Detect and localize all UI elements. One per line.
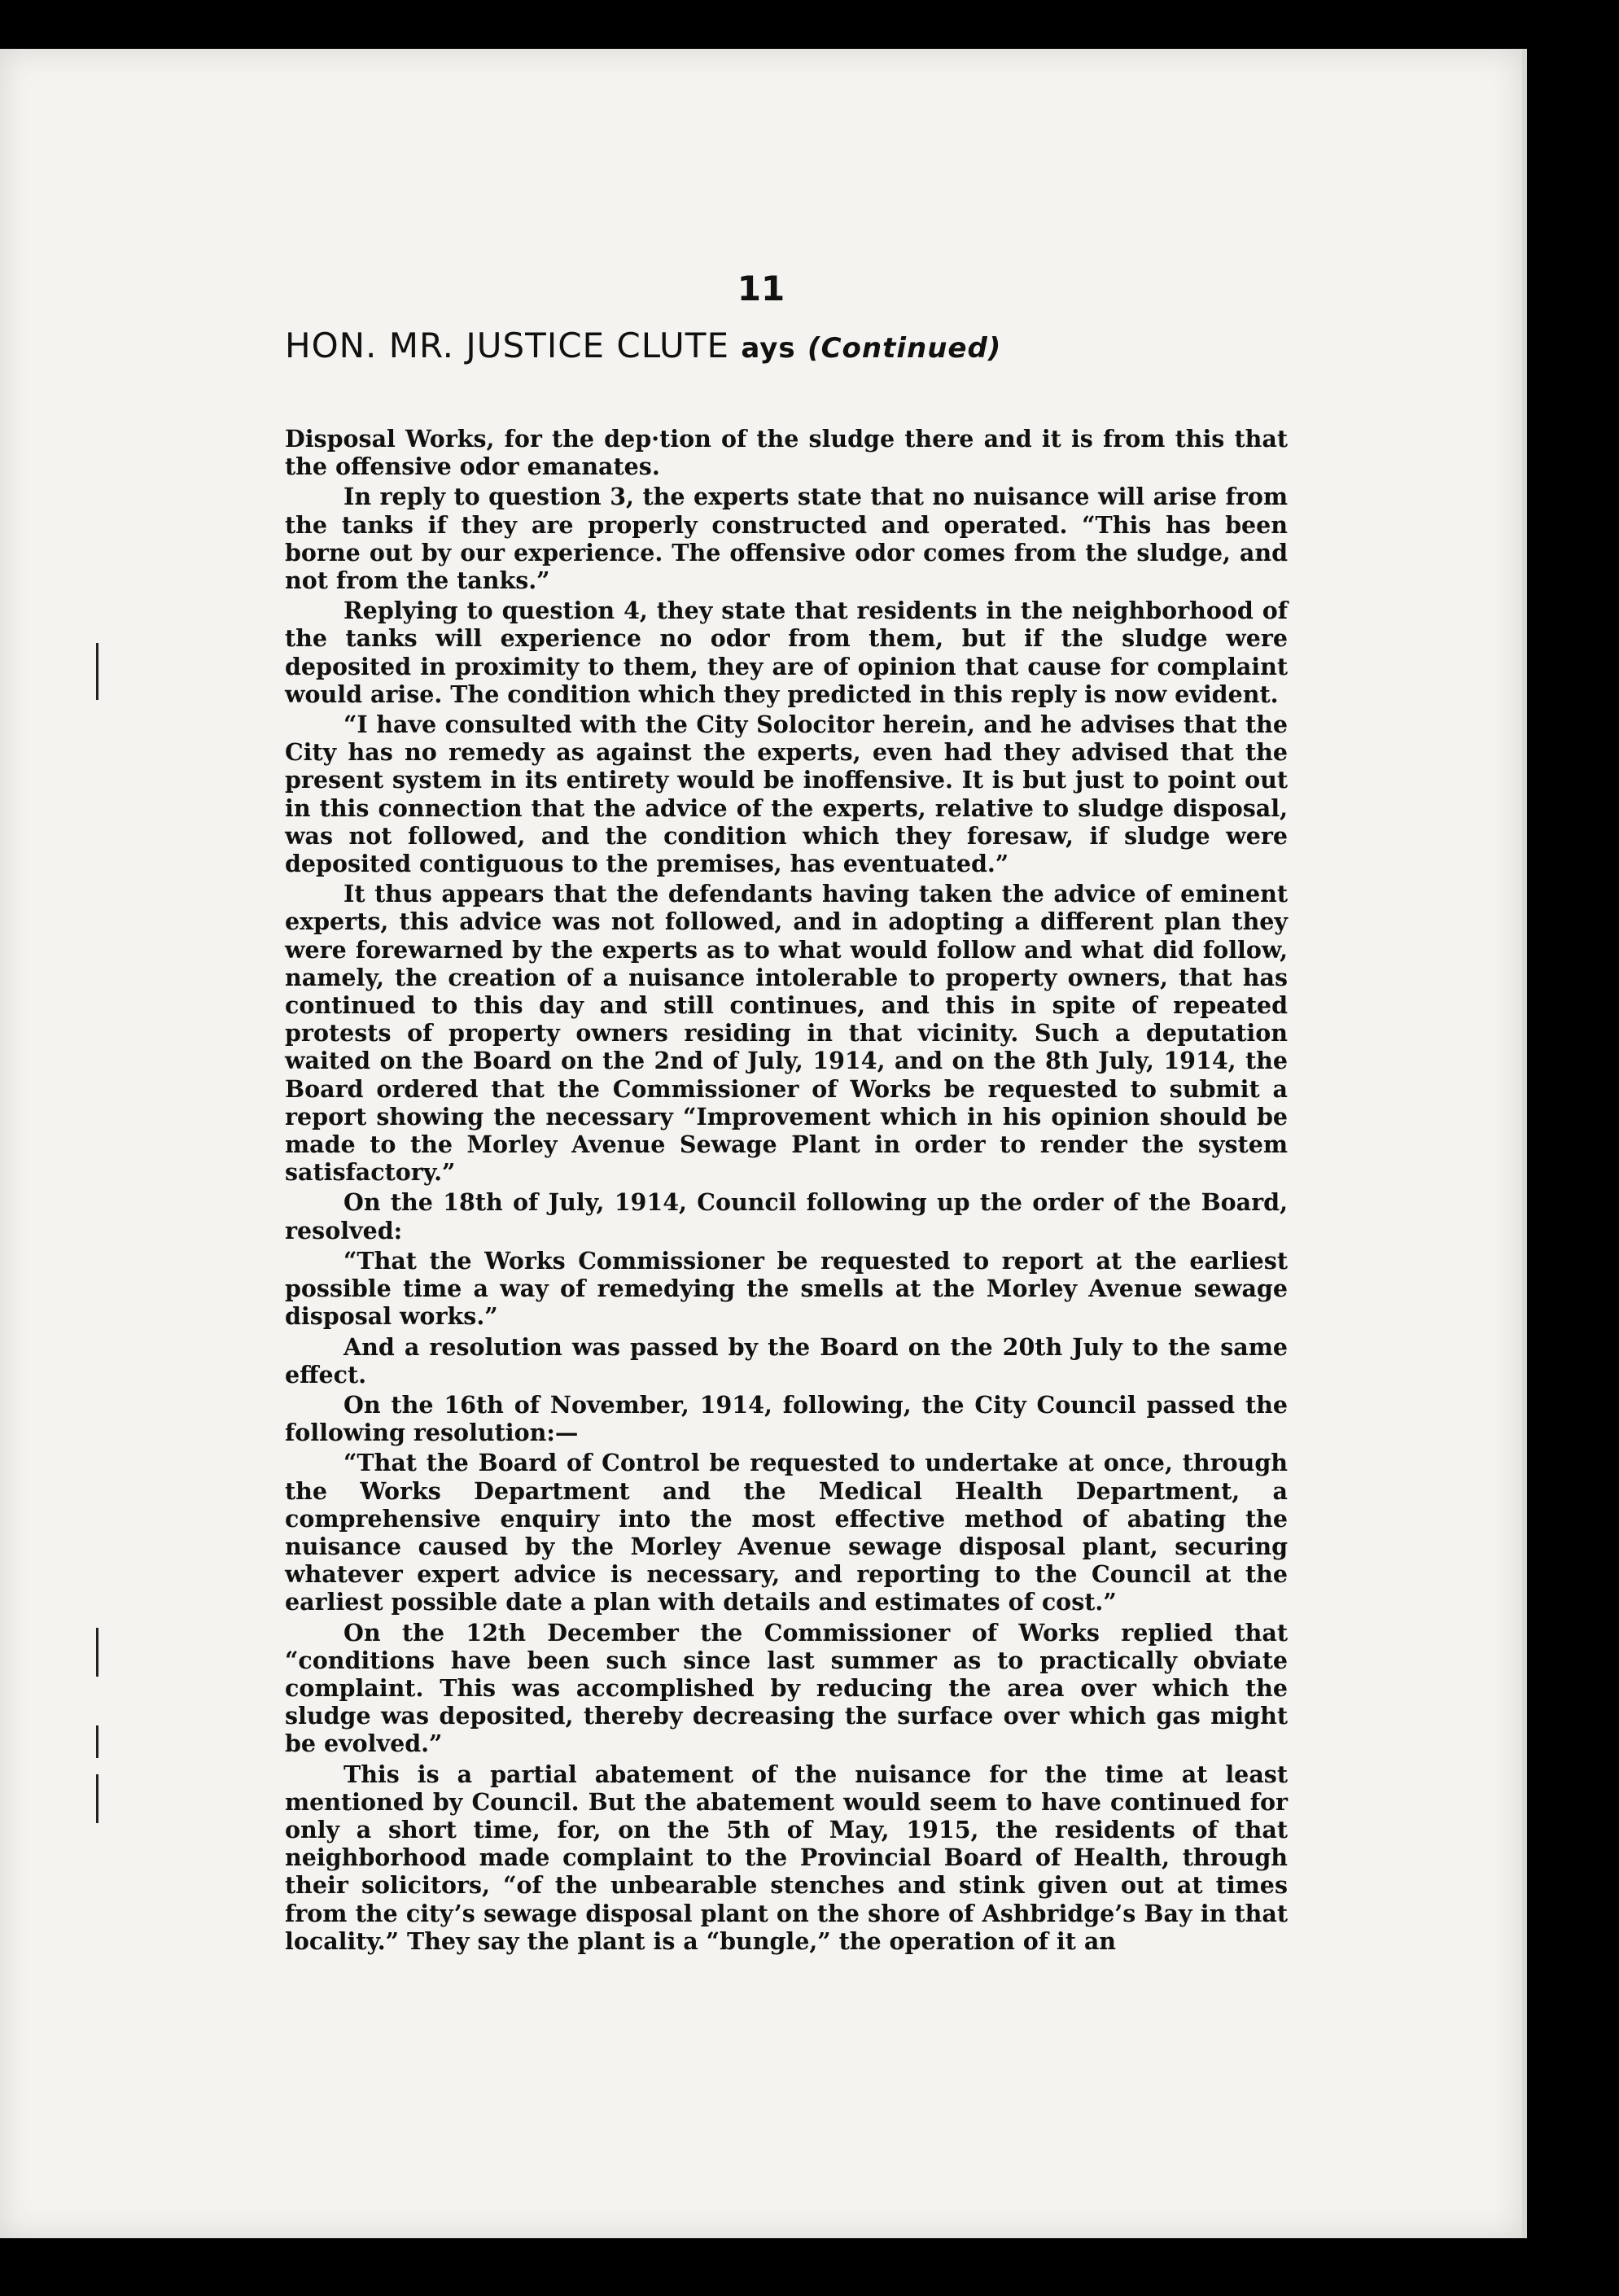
paragraph: “That the Board of Control be requested to undertake at once, through the Works Department and the Medical Health Department, a comprehensive enquiry into the most effective method of abating the nuisance caused by the Morley Avenue sewage disposal plant, securing whatever expert advice is necessary, and reporting to the Council at the earliest possible date a plan with details and estimates of cost.”	[285, 1449, 1288, 1616]
paragraph: “I have consulted with the City Solocitor herein, and he advises that the City has no remedy as against the experts, even had they advised that the present system in its entirety would be inoffensive. It is but just to point out in this connection that the advice of the experts, relative to sludge disposal, was not followed, and the condition which they foresaw, if sludge were deposited contiguous to the premises, has eventuated.”	[285, 711, 1288, 878]
margin-mark	[96, 643, 98, 700]
page-number: 11	[737, 269, 785, 308]
margin-mark	[96, 1628, 98, 1677]
header-continued: (Continued)	[807, 332, 1002, 365]
paragraph: “That the Works Commissioner be requested to report at the earliest possible time a way of remedying the smells at the Morley Avenue sewage disposal works.”	[285, 1246, 1288, 1331]
body-text	[285, 425, 1288, 1957]
document-page	[0, 49, 1527, 2238]
margin-mark	[96, 1774, 98, 1823]
paragraph: On the 16th of November, 1914, following, the City Council passed the following resolution:—	[285, 1390, 1288, 1447]
paragraph: In reply to question 3, the experts state that no nuisance will arise from the tanks if they are properly constructed and operated. “This has been borne out by our experience. The offensive odor comes from the sludge, and not from the tanks.”	[285, 483, 1288, 595]
paragraph: On the 18th of July, 1914, Council following up the order of the Board, resolved:	[285, 1188, 1288, 1244]
paragraph: It thus appears that the defendants having taken the advice of eminent experts, this advice was not followed, and in adopting a different plan they were forewarned by the experts as to what would follow and what did follow, namely, the creation of a nuisance intolerable to property owners, that has continued to this day and still continues, and this in spite of repeated protests of property owners residing in that vicinity. Such a deputation waited on the Board on the 2nd of July, 1914, and on the 8th July, 1914, the Board ordered that the Commissioner of Works be requested to submit a report showing the necessary “Improvement which in his opinion should be made to the Morley Avenue Sewage Plant in order to render the system satisfactory.”	[285, 880, 1288, 1187]
header-title: HON. MR. JUSTICE CLUTE	[285, 326, 729, 365]
paragraph: Replying to question 4, they state that residents in the neighborhood of the tanks will experience no odor from them, but if the sludge were deposited in proximity to them, they are of opinion that cause for complaint would arise. The condition which they predicted in this reply is now evident.	[285, 597, 1288, 708]
paragraph: And a resolution was passed by the Board on the 20th July to the same effect.	[285, 1332, 1288, 1389]
margin-mark	[96, 1725, 98, 1758]
paragraph: On the 12th December the Commissioner of Works replied that “conditions have been such since last summer as to practically obviate complaint. This was accomplished by reducing the area over which the sludge was deposited, thereby decreasing the surface over which gas might be evolved.”	[285, 1618, 1288, 1758]
paragraph: This is a partial abatement of the nuisance for the time at least mentioned by Council. But the abatement would seem to have continued for only a short time, for, on the 5th of May, 1915, the residents of that neighborhood made complaint to the Provincial Board of Health, through their solicitors, “of the unbearable stenches and stink given out at times from the city’s sewage disposal plant on the shore of Ashbridge’s Bay in that locality.” They say the plant is a “bungle,” the operation of it an	[285, 1760, 1288, 1955]
paragraph: Disposal Works, for the dep·tion of the sludge there and it is from this that the offensive odor emanates.	[285, 425, 1288, 481]
header-says: ays	[741, 332, 796, 365]
section-header	[285, 326, 1294, 365]
